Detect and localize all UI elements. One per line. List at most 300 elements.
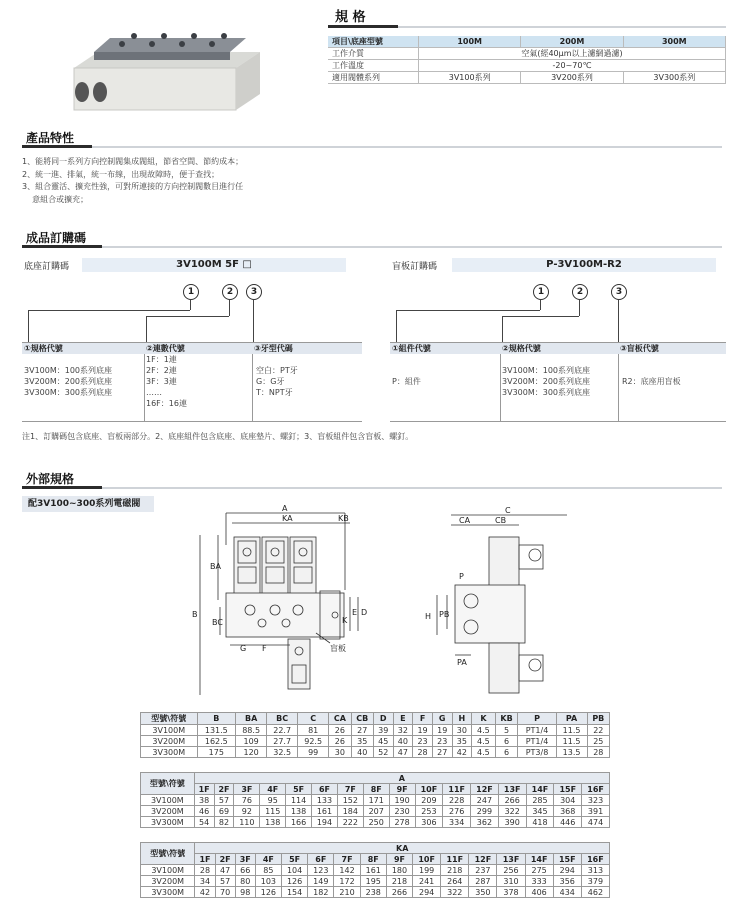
dim-cell: 390 — [498, 817, 526, 828]
order-line: R2：底座用盲板 — [622, 377, 681, 386]
dim-header: 5F — [281, 854, 307, 865]
spec-row-label: 適用閥體系列 — [328, 72, 419, 84]
dim-cell: 406 — [525, 887, 553, 898]
manifold-product-photo — [60, 22, 270, 114]
dim-cell: 40 — [393, 736, 413, 747]
dim-cell: 80 — [235, 876, 255, 887]
order-col-head: ①組件代號 — [390, 343, 500, 354]
dim-cell: 54 — [194, 817, 214, 828]
dim-header: 3F — [234, 784, 260, 795]
dim-cell: 40 — [351, 747, 373, 758]
dim-cell: 462 — [581, 887, 609, 898]
dim-cell: 285 — [526, 795, 554, 806]
dim-cell: 434 — [553, 887, 581, 898]
spec-row-value: 空氣(經40μm以上濾網過濾) — [419, 48, 726, 60]
dim-cell: 418 — [526, 817, 554, 828]
dim-header: KB — [495, 713, 518, 725]
dim-cell: 39 — [373, 725, 393, 736]
order-line: 2F：2連 — [146, 366, 177, 375]
dim-cell: 310 — [497, 876, 525, 887]
dim-cell: 109 — [236, 736, 267, 747]
dim-cell: 184 — [337, 806, 363, 817]
dim-cell: 247 — [471, 795, 499, 806]
dim-cell: 57 — [214, 795, 234, 806]
order-line — [622, 365, 726, 376]
dim-header: 9F — [389, 784, 415, 795]
dim-header: 6F — [312, 784, 338, 795]
blank-code-label: 盲板訂購碼 — [392, 262, 438, 272]
dim-cell: 154 — [281, 887, 307, 898]
dim-cell: 25 — [587, 736, 609, 747]
order-line: G：G牙 — [256, 377, 285, 386]
dim-cell: 19 — [413, 725, 433, 736]
table-row — [141, 817, 610, 828]
dim-label-KB: KB — [338, 514, 349, 523]
dim-cell: 27 — [432, 747, 452, 758]
dim-cell: 3V100M — [141, 795, 195, 806]
dim-header: BA — [236, 713, 267, 725]
dim-label-P: P — [459, 572, 464, 581]
dim-cell: 126 — [255, 887, 281, 898]
dim-cell: 3V100M — [141, 725, 198, 736]
dim-label-CA: CA — [459, 516, 471, 525]
order-line: 3V100M：100系列底座 — [24, 366, 113, 375]
spec-row-value: -20~70℃ — [419, 60, 726, 72]
features-title: 產品特性 — [26, 131, 75, 145]
dim-header: 11F — [441, 854, 469, 865]
base-order-table — [22, 342, 362, 422]
dim-cell: 126 — [281, 876, 307, 887]
dim-cell: 3V300M — [141, 747, 198, 758]
dim-cell: 30 — [452, 725, 472, 736]
dim-cell: 26 — [329, 725, 351, 736]
base-code-label: 底座訂購碼 — [24, 262, 70, 272]
dim-cell: 81 — [298, 725, 329, 736]
features-list — [22, 156, 243, 206]
dim-cell: 57 — [215, 876, 235, 887]
dim-cell: 362 — [471, 817, 499, 828]
dim-label-B: B — [192, 610, 198, 619]
dim-header: PA — [556, 713, 587, 725]
order-line — [622, 354, 726, 365]
dim-cell: PT1/4 — [518, 736, 556, 747]
dim-cell: 3V100M — [141, 865, 195, 876]
order-line: 3V200M：200系列底座 — [502, 377, 591, 386]
dim-cell: 142 — [334, 865, 360, 876]
dim-cell: 194 — [312, 817, 338, 828]
dim-header: F — [413, 713, 433, 725]
circle-number: 1 — [533, 284, 549, 300]
dim-cell: 22.7 — [267, 725, 298, 736]
dim-cell: 391 — [582, 806, 610, 817]
dim-cell: 294 — [553, 865, 581, 876]
dim-cell: 152 — [337, 795, 363, 806]
dim-cell: 4.5 — [472, 736, 495, 747]
dim-header: BC — [267, 713, 298, 725]
circle-number: 2 — [222, 284, 238, 300]
dim-cell: 275 — [525, 865, 553, 876]
table-row — [141, 887, 610, 898]
dim-header: P — [518, 713, 556, 725]
dim-cell: 4.5 — [472, 725, 495, 736]
dim-cell: 46 — [194, 806, 214, 817]
dim-cell: 92 — [234, 806, 260, 817]
spec-row-value: 3V100系列 — [419, 72, 521, 84]
dim-header: 1F — [195, 854, 215, 865]
dim-cell: 237 — [469, 865, 497, 876]
dim-cell: 161 — [312, 806, 338, 817]
order-col-head: ③牙型代碼 — [252, 343, 362, 354]
dim-group-header: A — [194, 773, 609, 784]
order-col-head: ②規格代號 — [500, 343, 618, 354]
dim-cell: 6 — [495, 747, 518, 758]
dim-cell: 304 — [554, 795, 582, 806]
base-order-code: 3V100M 5F □ — [82, 258, 346, 272]
dim-cell: 299 — [471, 806, 499, 817]
dim-cell: 92.5 — [298, 736, 329, 747]
dim-cell: 76 — [234, 795, 260, 806]
dim-cell: 11.5 — [556, 736, 587, 747]
table-row — [141, 736, 610, 747]
dim-cell: 264 — [441, 876, 469, 887]
dim-label-PB: PB — [439, 610, 450, 619]
dim-header: D — [373, 713, 393, 725]
order-line: 3V200M：200系列底座 — [24, 377, 113, 386]
order-line: P：組件 — [392, 377, 421, 386]
dim-cell: 47 — [393, 747, 413, 758]
dim-label-F: F — [262, 644, 267, 653]
dim-cell: 228 — [443, 795, 471, 806]
dim-cell: 446 — [554, 817, 582, 828]
dim-header: 13F — [498, 784, 526, 795]
order-line: …… — [146, 388, 162, 397]
dim-cell: 98 — [235, 887, 255, 898]
table-row — [141, 876, 610, 887]
order-line — [392, 365, 500, 376]
order-line: T：NPT牙 — [256, 388, 293, 397]
order-col-head: ①規格代號 — [22, 343, 144, 354]
dim-corner-header: 型號\符號 — [141, 773, 195, 795]
dim-cell: 345 — [526, 806, 554, 817]
dim-label-BA: BA — [210, 562, 221, 571]
table-row — [141, 725, 610, 736]
dim-cell: 161 — [360, 865, 386, 876]
dim-cell: 294 — [413, 887, 441, 898]
dim-cell: 256 — [497, 865, 525, 876]
dim-header: 4F — [260, 784, 286, 795]
spec-row-label: 工作溫度 — [328, 60, 419, 72]
dim-cell: PT3/8 — [518, 747, 556, 758]
dim-header: 10F — [415, 784, 443, 795]
dim-cell: 27 — [351, 725, 373, 736]
dim-cell: 218 — [386, 876, 412, 887]
dim-header: 7F — [337, 784, 363, 795]
dim-cell: 26 — [329, 736, 351, 747]
spec-table — [328, 36, 726, 84]
dim-cell: 266 — [498, 795, 526, 806]
dim-label-BC: BC — [212, 618, 223, 627]
dim-header: 15F — [553, 854, 581, 865]
dim-cell: 378 — [497, 887, 525, 898]
dim-cell: 131.5 — [197, 725, 236, 736]
dim-cell: 276 — [443, 806, 471, 817]
dim-group-header: KA — [195, 843, 610, 854]
order-line: 空白：PT牙 — [256, 366, 298, 375]
dim-header: 4F — [255, 854, 281, 865]
dim-cell: 28 — [587, 747, 609, 758]
dim-cell: 209 — [415, 795, 443, 806]
dim-label-H: H — [425, 612, 432, 621]
dim-header: 15F — [554, 784, 582, 795]
dim-cell: 32.5 — [267, 747, 298, 758]
dim-header: 16F — [581, 854, 609, 865]
dim-header: C — [298, 713, 329, 725]
order-line: 1F：1連 — [146, 355, 177, 364]
dim-cell: 222 — [337, 817, 363, 828]
dim-label-CB: CB — [495, 516, 507, 525]
dim-cell: 95 — [260, 795, 286, 806]
feature-item: 意組合或擴充； — [22, 194, 89, 204]
dim-cell: 287 — [469, 876, 497, 887]
dim-corner-header: 型號\符號 — [141, 843, 195, 865]
dim-cell: 182 — [308, 887, 334, 898]
spec-row-label: 工作介質 — [328, 48, 419, 60]
dim-cell: 3V200M — [141, 876, 195, 887]
dim-header: K — [472, 713, 495, 725]
dim-cell: 28 — [413, 747, 433, 758]
dim-header: G — [432, 713, 452, 725]
spec-header: 300M — [623, 36, 725, 48]
dim-cell: 313 — [581, 865, 609, 876]
dim-cell: 45 — [373, 736, 393, 747]
dim-cell: 266 — [386, 887, 412, 898]
dim-cell: 52 — [373, 747, 393, 758]
dim-cell: 166 — [286, 817, 312, 828]
dim-cell: 42 — [195, 887, 215, 898]
table-row — [141, 795, 610, 806]
dim-cell: 138 — [260, 817, 286, 828]
spec-row-value: 3V200系列 — [521, 72, 623, 84]
dim-cell: 38 — [194, 795, 214, 806]
external-subtitle: 配3V100~300系列電磁閥 — [22, 496, 154, 512]
circle-number: 1 — [183, 284, 199, 300]
dim-header: 14F — [525, 854, 553, 865]
dim-label-G: G — [240, 644, 247, 653]
dim-cell: 120 — [236, 747, 267, 758]
dim-label-A: A — [282, 505, 288, 513]
dim-cell: 4.5 — [472, 747, 495, 758]
order-col-head: ②連數代號 — [144, 343, 252, 354]
dim-header: 8F — [363, 784, 389, 795]
dim-cell: 104 — [281, 865, 307, 876]
dim-cell: 35 — [351, 736, 373, 747]
dim-cell: 3V200M — [141, 736, 198, 747]
dim-cell: 474 — [582, 817, 610, 828]
dim-header: 11F — [443, 784, 471, 795]
dim-cell: 85 — [255, 865, 281, 876]
dimension-table-A — [140, 772, 610, 828]
dim-cell: 172 — [334, 876, 360, 887]
dim-cell: 149 — [308, 876, 334, 887]
dim-cell: 3V200M — [141, 806, 195, 817]
dim-cell: 379 — [581, 876, 609, 887]
dim-cell: 42 — [452, 747, 472, 758]
dim-cell: 322 — [498, 806, 526, 817]
dim-header: 12F — [471, 784, 499, 795]
dim-cell: 11.5 — [556, 725, 587, 736]
dim-cell: 23 — [413, 736, 433, 747]
dim-header: 16F — [582, 784, 610, 795]
dim-label-KA: KA — [282, 514, 293, 523]
feature-item: 2、統一進、排氣，統一布線，出現故障時，便于查找； — [22, 169, 220, 179]
order-note: 注1、訂購碼包含底座、盲板兩部分。2、底座組件包含底座、底座墊片、螺釘；3、盲板組件包含盲板、螺釘。 — [22, 432, 414, 441]
dim-cell: 32 — [393, 725, 413, 736]
dim-cell: 190 — [389, 795, 415, 806]
dim-cell: 110 — [234, 817, 260, 828]
spec-row-value: 3V300系列 — [623, 72, 725, 84]
dim-cell: 138 — [286, 806, 312, 817]
dim-header: 2F — [214, 784, 234, 795]
dim-cell: 356 — [553, 876, 581, 887]
front-dimension-drawing — [190, 505, 380, 705]
dim-cell: 22 — [587, 725, 609, 736]
spec-header: 項目\底座型號 — [328, 36, 419, 48]
external-title: 外部規格 — [26, 472, 75, 486]
dim-cell: 334 — [443, 817, 471, 828]
order-line: 3F：3連 — [146, 377, 177, 386]
circle-number: 3 — [246, 284, 262, 300]
dim-cell: 368 — [554, 806, 582, 817]
side-dimension-drawing — [415, 505, 575, 705]
order-title: 成品訂購碼 — [26, 231, 87, 245]
dim-label-E: E — [352, 608, 358, 617]
dim-header: 8F — [360, 854, 386, 865]
dim-cell: 238 — [360, 887, 386, 898]
dim-header: 3F — [235, 854, 255, 865]
dim-cell: 5 — [495, 725, 518, 736]
dim-cell: 3V300M — [141, 817, 195, 828]
order-line — [502, 354, 618, 365]
dim-cell: 35 — [452, 736, 472, 747]
dim-cell: 195 — [360, 876, 386, 887]
dim-cell: PT1/4 — [518, 725, 556, 736]
dim-header: 2F — [215, 854, 235, 865]
dim-cell: 230 — [389, 806, 415, 817]
dim-cell: 123 — [308, 865, 334, 876]
dim-header: 10F — [413, 854, 441, 865]
dim-header: E — [393, 713, 413, 725]
dim-cell: 250 — [363, 817, 389, 828]
dim-cell: 333 — [525, 876, 553, 887]
order-line: 16F：16連 — [146, 399, 187, 408]
dim-label-D: D — [361, 608, 368, 617]
dim-header: CA — [329, 713, 351, 725]
dim-cell: 253 — [415, 806, 443, 817]
spec-header: 100M — [419, 36, 521, 48]
dim-header: B — [197, 713, 236, 725]
order-line: 3V300M：300系列底座 — [502, 388, 591, 397]
circle-number: 3 — [611, 284, 627, 300]
circle-number: 2 — [572, 284, 588, 300]
dim-cell: 199 — [413, 865, 441, 876]
dim-cell: 13.5 — [556, 747, 587, 758]
dim-label-C: C — [505, 506, 511, 515]
dim-header: H — [452, 713, 472, 725]
dim-cell: 30 — [329, 747, 351, 758]
dim-header: 13F — [497, 854, 525, 865]
dim-header: 6F — [308, 854, 334, 865]
dim-cell: 28 — [195, 865, 215, 876]
dim-header: 9F — [386, 854, 412, 865]
dim-cell: 218 — [441, 865, 469, 876]
dimension-table-KA — [140, 842, 610, 898]
dim-cell: 241 — [413, 876, 441, 887]
dim-header: 5F — [286, 784, 312, 795]
dim-header: 14F — [526, 784, 554, 795]
dim-cell: 114 — [286, 795, 312, 806]
dim-cell: 207 — [363, 806, 389, 817]
dim-cell: 3V300M — [141, 887, 195, 898]
order-col-head: ③盲板代號 — [618, 343, 726, 354]
dim-cell: 82 — [214, 817, 234, 828]
order-line — [256, 354, 362, 365]
dim-cell: 47 — [215, 865, 235, 876]
feature-item: 1、能將同一系列方向控制閥集成閥組，節省空間、節約成本； — [22, 157, 244, 166]
blank-order-table — [390, 342, 726, 422]
dim-cell: 350 — [469, 887, 497, 898]
dim-cell: 88.5 — [236, 725, 267, 736]
order-line: 3V100M：100系列底座 — [502, 366, 591, 375]
dim-cell: 171 — [363, 795, 389, 806]
dim-header: 12F — [469, 854, 497, 865]
dim-cell: 322 — [441, 887, 469, 898]
dimension-table-main — [140, 712, 610, 758]
dim-cell: 19 — [432, 725, 452, 736]
dim-cell: 175 — [197, 747, 236, 758]
dim-cell: 103 — [255, 876, 281, 887]
dim-header: 7F — [334, 854, 360, 865]
feature-item: 3、組合靈活、擴充性強，可對所連接的方向控制閥數目進行任 — [22, 182, 244, 191]
dim-cell: 70 — [215, 887, 235, 898]
dim-header: PB — [587, 713, 609, 725]
dim-cell: 278 — [389, 817, 415, 828]
dim-cell: 180 — [386, 865, 412, 876]
order-line: 3V300M：300系列底座 — [24, 388, 113, 397]
dim-cell: 69 — [214, 806, 234, 817]
spec-header: 200M — [521, 36, 623, 48]
dim-cell: 34 — [195, 876, 215, 887]
blank-order-code: P-3V100M-R2 — [452, 258, 716, 272]
table-row — [141, 865, 610, 876]
dim-label-blank-plate: 盲板 — [330, 644, 346, 653]
dim-cell: 306 — [415, 817, 443, 828]
dim-cell: 6 — [495, 736, 518, 747]
order-line — [24, 354, 144, 365]
dim-cell: 133 — [312, 795, 338, 806]
dim-cell: 210 — [334, 887, 360, 898]
dim-label-PA: PA — [457, 658, 467, 667]
dim-cell: 162.5 — [197, 736, 236, 747]
table-row — [141, 806, 610, 817]
dim-header: CB — [351, 713, 373, 725]
spec-title: 規 格 — [335, 10, 366, 25]
dim-header: 1F — [194, 784, 214, 795]
dim-cell: 115 — [260, 806, 286, 817]
order-line — [392, 354, 500, 365]
dim-label-K: K — [342, 616, 348, 625]
dim-cell: 27.7 — [267, 736, 298, 747]
dim-cell: 323 — [582, 795, 610, 806]
